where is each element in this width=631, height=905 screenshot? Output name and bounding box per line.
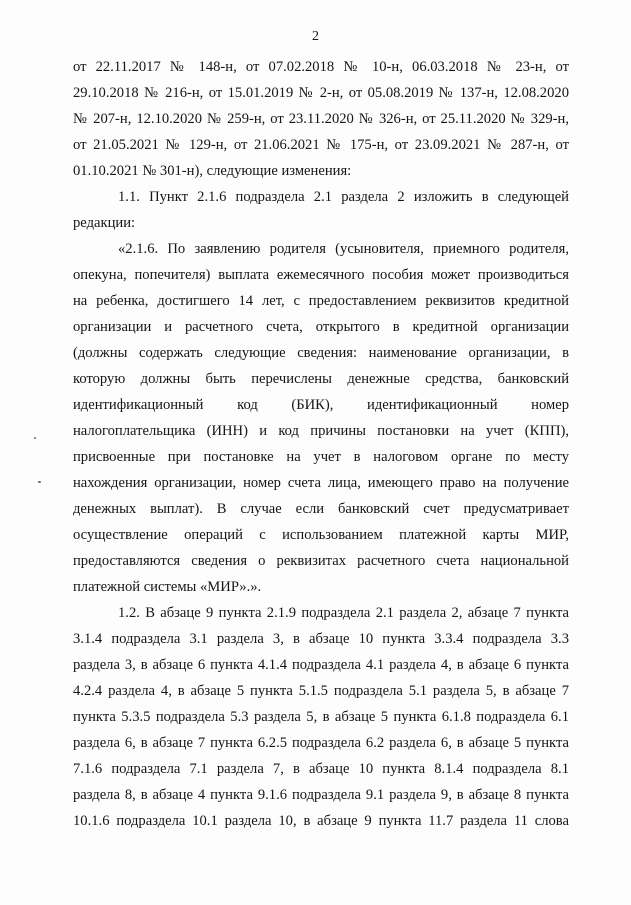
text-line: раздела 6, в абзаце 7 пункта 6.2.5 подраздела 6.2 раздела 6, в абзаце 5 пункта	[73, 735, 569, 751]
text-line: № 207-н, 12.10.2020 № 259-н, от 23.11.2020 № 326-н, от 25.11.2020 № 329-н,	[73, 111, 569, 127]
text-line: 1.1. Пункт 2.1.6 подраздела 2.1 раздела 2 изложить в следующей	[118, 189, 569, 205]
scan-speck	[38, 481, 41, 483]
text-line: 3.1.4 подраздела 3.1 раздела 3, в абзаце 10 пункта 3.3.4 подраздела 3.3	[73, 631, 569, 647]
text-line: присвоенные при постановке на учет в налоговом органе по месту	[73, 449, 569, 465]
text-line: нахождения организации, номер счета лица, имеющего право на получение	[73, 475, 569, 491]
text-line: 10.1.6 подраздела 10.1 раздела 10, в абзаце 9 пункта 11.7 раздела 11 слова	[73, 813, 569, 829]
text-line: на ребенка, достигшего 14 лет, с предоставлением реквизитов кредитной	[73, 293, 569, 309]
text-line: налогоплательщика (ИНН) и код причины постановки на учет (КПП),	[73, 423, 569, 439]
text-line: 4.2.4 раздела 4, в абзаце 5 пункта 5.1.5 подраздела 5.1 раздела 5, в абзаце 7	[73, 683, 569, 699]
text-line: пункта 5.3.5 подраздела 5.3 раздела 5, в абзаце 5 пункта 6.1.8 подраздела 6.1	[73, 709, 569, 725]
scan-speck	[34, 437, 36, 439]
text-line: платежной системы «МИР».».	[73, 579, 262, 595]
page-number: 2	[312, 29, 319, 44]
text-line: 1.2. В абзаце 9 пункта 2.1.9 подраздела 2.1 раздела 2, абзаце 7 пункта	[118, 605, 569, 621]
text-line: редакции:	[73, 215, 136, 231]
text-line: от 22.11.2017 № 148-н, от 07.02.2018 № 10-н, 06.03.2018 № 23-н, от	[73, 59, 569, 75]
text-line: предоставляются сведения о реквизитах расчетного счета национальной	[73, 553, 569, 569]
text-line: 29.10.2018 № 216-н, от 15.01.2019 № 2-н, от 05.08.2019 № 137-н, 12.08.2020	[73, 85, 569, 101]
text-line: «2.1.6. По заявлению родителя (усыновителя, приемного родителя,	[118, 241, 569, 257]
text-line: идентификационный код (БИК), идентификационный номер	[73, 397, 569, 413]
text-line: раздела 8, в абзаце 4 пункта 9.1.6 подраздела 9.1 раздела 9, в абзаце 8 пункта	[73, 787, 569, 803]
text-line: осуществление операций с использованием платежной карты МИР,	[73, 527, 569, 543]
text-line: от 21.05.2021 № 129-н, от 21.06.2021 № 175-н, от 23.09.2021 № 287-н, от	[73, 137, 569, 153]
text-line: (должны содержать следующие сведения: наименование организации, в	[73, 345, 569, 361]
text-line: раздела 3, в абзаце 6 пункта 4.1.4 подраздела 4.1 раздела 4, в абзаце 6 пункта	[73, 657, 569, 673]
text-line: организации и расчетного счета, открытого в кредитной организации	[73, 319, 569, 335]
text-line: 7.1.6 подраздела 7.1 раздела 7, в абзаце 10 пункта 8.1.4 подраздела 8.1	[73, 761, 569, 777]
text-line: которую должны быть перечислены денежные средства, банковский	[73, 371, 569, 387]
text-line: денежных выплат). В случае если банковский счет предусматривает	[73, 501, 569, 517]
text-line: опекуна, попечителя) выплата ежемесячного пособия может производиться	[73, 267, 569, 283]
text-line: 01.10.2021 № 301-н), следующие изменения:	[73, 163, 352, 179]
